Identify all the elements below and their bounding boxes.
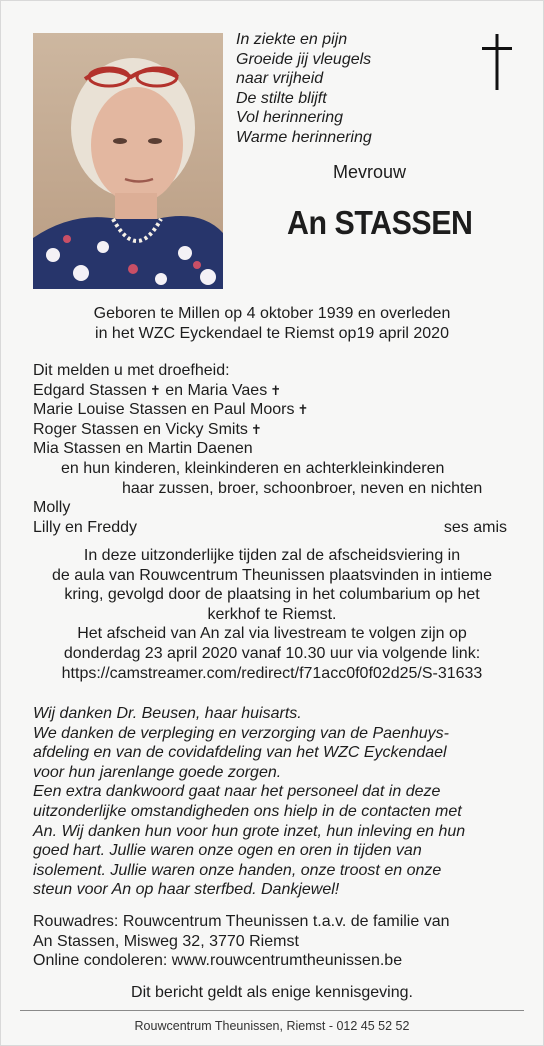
address-line: Rouwadres: Rouwcentrum Theunissen t.a.v. de familie van [33, 913, 450, 930]
title-prefix: Mevrouw [333, 162, 407, 182]
thanks-line: Wij danken Dr. Beusen, haar huisarts. [33, 705, 302, 722]
member-name: Edgard Stassen [33, 381, 147, 399]
birth-line: Geboren te Millen op 4 oktober 1939 en overleden [93, 305, 451, 322]
latin-cross-icon [480, 34, 514, 90]
birth-death-info [60, 304, 484, 344]
footer-contact: Rouwcentrum Theunissen, Riemst - 012 45 52 52 [134, 1019, 410, 1033]
mourning-address [33, 912, 511, 971]
thanks-line: Een extra dankwoord gaat naar het personeel dat in deze [33, 783, 441, 801]
member-name: en Maria Vaes [160, 381, 268, 399]
livestream-link[interactable]: https://camstreamer.com/redirect/f71acc0f0f02d25/S-31633 [61, 664, 483, 682]
member-name: Roger Stassen en Vicky Smits [33, 420, 248, 438]
thanks-line: steun voor An op haar sterfbed. Dankjewel! [33, 881, 340, 899]
poem-line: In ziekte en pijn [236, 31, 348, 48]
funeral-info [33, 546, 511, 683]
friends-name: Lilly en Freddy [33, 518, 138, 536]
condolence-link[interactable]: Online condoleren: www.rouwcentrumtheunissen.be [33, 952, 403, 970]
deceased-name: An STASSEN [287, 204, 473, 241]
portrait-photo [33, 33, 223, 289]
dagger-icon: ✝ [270, 382, 282, 398]
dagger-icon: ✝ [250, 421, 262, 437]
poem-line: Groeide jij vleugels [236, 50, 372, 68]
thanks-line: afdeling en van de covidafdeling van het WZC Eyckendael [33, 744, 447, 762]
family-member [33, 420, 509, 440]
friends-suffix: ses amis [443, 518, 507, 536]
address-line: An Stassen, Misweg 32, 3770 Riemst [33, 932, 299, 950]
thanks-line: isolement. Jullie waren onze handen, onze troost en onze [33, 861, 442, 879]
death-line: in het WZC Eyckendael te Riemst op19 april 2020 [95, 325, 449, 342]
poem-line: Warme herinnering [236, 128, 372, 146]
funeral-line: Het afscheid van An zal via livestream te volgen zijn op [77, 625, 467, 643]
notice-text: Dit bericht geldt als enige kennisgeving. [131, 984, 413, 1001]
family-intro: Dit melden u met droefheid: [33, 362, 230, 379]
siblings-line: haar zussen, broer, schoonbroer, neven en nichten [122, 479, 483, 497]
poem-line: Vol herinnering [236, 109, 344, 127]
dagger-icon: ✝ [149, 382, 161, 398]
funeral-line: kerkhof te Riemst. [207, 605, 337, 623]
thanks-line: We danken de verpleging en verzorging van de Paenhuys- [33, 724, 449, 742]
poem-line: De stilte blijft [236, 89, 327, 107]
family-member [33, 381, 509, 401]
funeral-line: kring, gevolgd door de plaatsing in het columbarium op het [64, 586, 480, 604]
thanks-line: An. Wij danken hun voor hun grote inzet, hun inleving en hun [33, 822, 466, 840]
poem [236, 30, 372, 148]
pet-line: Molly [33, 499, 71, 517]
footer-divider [20, 1010, 524, 1011]
thanks-line: uitzonderlijke omstandigheden ons hielp in de contacten met [33, 802, 462, 820]
funeral-line: donderdag 23 april 2020 vanaf 10.30 uur via volgende link: [63, 644, 481, 662]
thanks-line: voor hun jarenlange goede zorgen. [33, 763, 282, 781]
family-list [33, 361, 509, 537]
friends-line [33, 518, 509, 538]
grandchildren-line: en hun kinderen, kleinkinderen en achterkleinkinderen [61, 459, 445, 477]
funeral-line: de aula van Rouwcentrum Theunissen plaatsvinden in intieme [52, 566, 492, 584]
funeral-line: In deze uitzonderlijke tijden zal de afscheidsviering in [83, 547, 461, 564]
poem-line: naar vrijheid [236, 70, 324, 88]
thanks-text [33, 704, 511, 900]
member-name: Marie Louise Stassen en Paul Moors [33, 401, 295, 419]
member-name: Mia Stassen en Martin Daenen [33, 440, 253, 458]
dagger-icon: ✝ [297, 402, 309, 418]
family-member [33, 400, 509, 420]
thanks-line: goed hart. Jullie waren onze ogen en oren in tijden van [33, 842, 422, 860]
family-member [33, 439, 509, 459]
